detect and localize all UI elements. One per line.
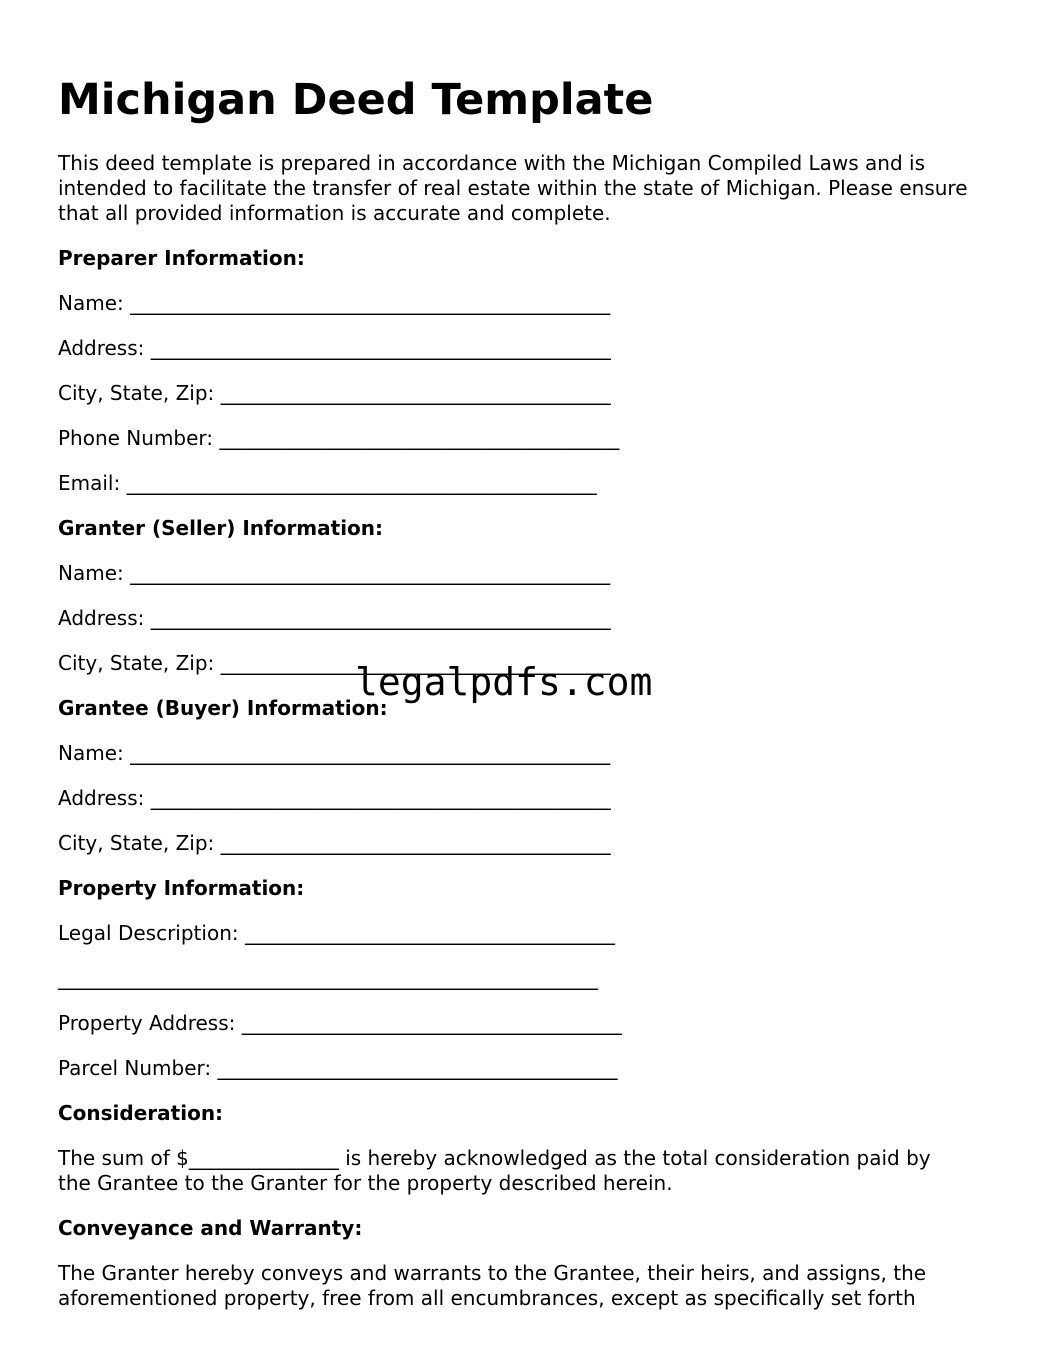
legal-description-field[interactable]: Legal Description: _____________________________________	[58, 921, 615, 945]
property-heading: Property Information:	[58, 876, 305, 900]
grantee-city-field[interactable]: City, State, Zip: _______________________________________	[58, 831, 611, 855]
watermark: legalpdfs.com	[355, 660, 653, 704]
grantee-name-field[interactable]: Name: ________________________________________________	[58, 741, 611, 765]
preparer-phone-field[interactable]: Phone Number: ________________________________________	[58, 426, 620, 450]
preparer-name-field[interactable]: Name: ________________________________________________	[58, 291, 611, 315]
consideration-line: the Grantee to the Granter for the property described herein.	[58, 1171, 673, 1195]
consideration-heading: Consideration:	[58, 1101, 224, 1125]
parcel-number-field[interactable]: Parcel Number: ________________________________________	[58, 1056, 618, 1080]
consideration-line: The sum of $_______________ is hereby acknowledged as the total consideration paid by	[58, 1146, 931, 1170]
intro-line: This deed template is prepared in accordance with the Michigan Compiled Laws and is	[58, 151, 926, 175]
page-title: Michigan Deed Template	[58, 75, 654, 125]
grantee-address-field[interactable]: Address: ______________________________________________	[58, 786, 611, 810]
granter-heading: Granter (Seller) Information:	[58, 516, 384, 540]
property-address-field[interactable]: Property Address: ______________________________________	[58, 1011, 622, 1035]
preparer-city-field[interactable]: City, State, Zip: _______________________________________	[58, 381, 611, 405]
preparer-address-field[interactable]: Address: ______________________________________________	[58, 336, 611, 360]
granter-address-field[interactable]: Address: ______________________________________________	[58, 606, 611, 630]
legal-description-continued-field[interactable]: ______________________________________________________	[58, 966, 598, 990]
grantee-heading: Grantee (Buyer) Information:	[58, 696, 388, 720]
granter-city-field[interactable]: City, State, Zip: _______________________________________	[58, 651, 611, 675]
preparer-heading: Preparer Information:	[58, 246, 305, 270]
conveyance-line: aforementioned property, free from all encumbrances, except as specifically set forth	[58, 1286, 916, 1310]
intro-line: that all provided information is accurate and complete.	[58, 201, 611, 225]
conveyance-heading: Conveyance and Warranty:	[58, 1216, 363, 1240]
preparer-email-field[interactable]: Email: _______________________________________________	[58, 471, 597, 495]
intro-line: intended to facilitate the transfer of real estate within the state of Michigan. Please ensure	[58, 176, 968, 200]
granter-name-field[interactable]: Name: ________________________________________________	[58, 561, 611, 585]
conveyance-line: The Granter hereby conveys and warrants to the Grantee, their heirs, and assigns, the	[58, 1261, 927, 1285]
